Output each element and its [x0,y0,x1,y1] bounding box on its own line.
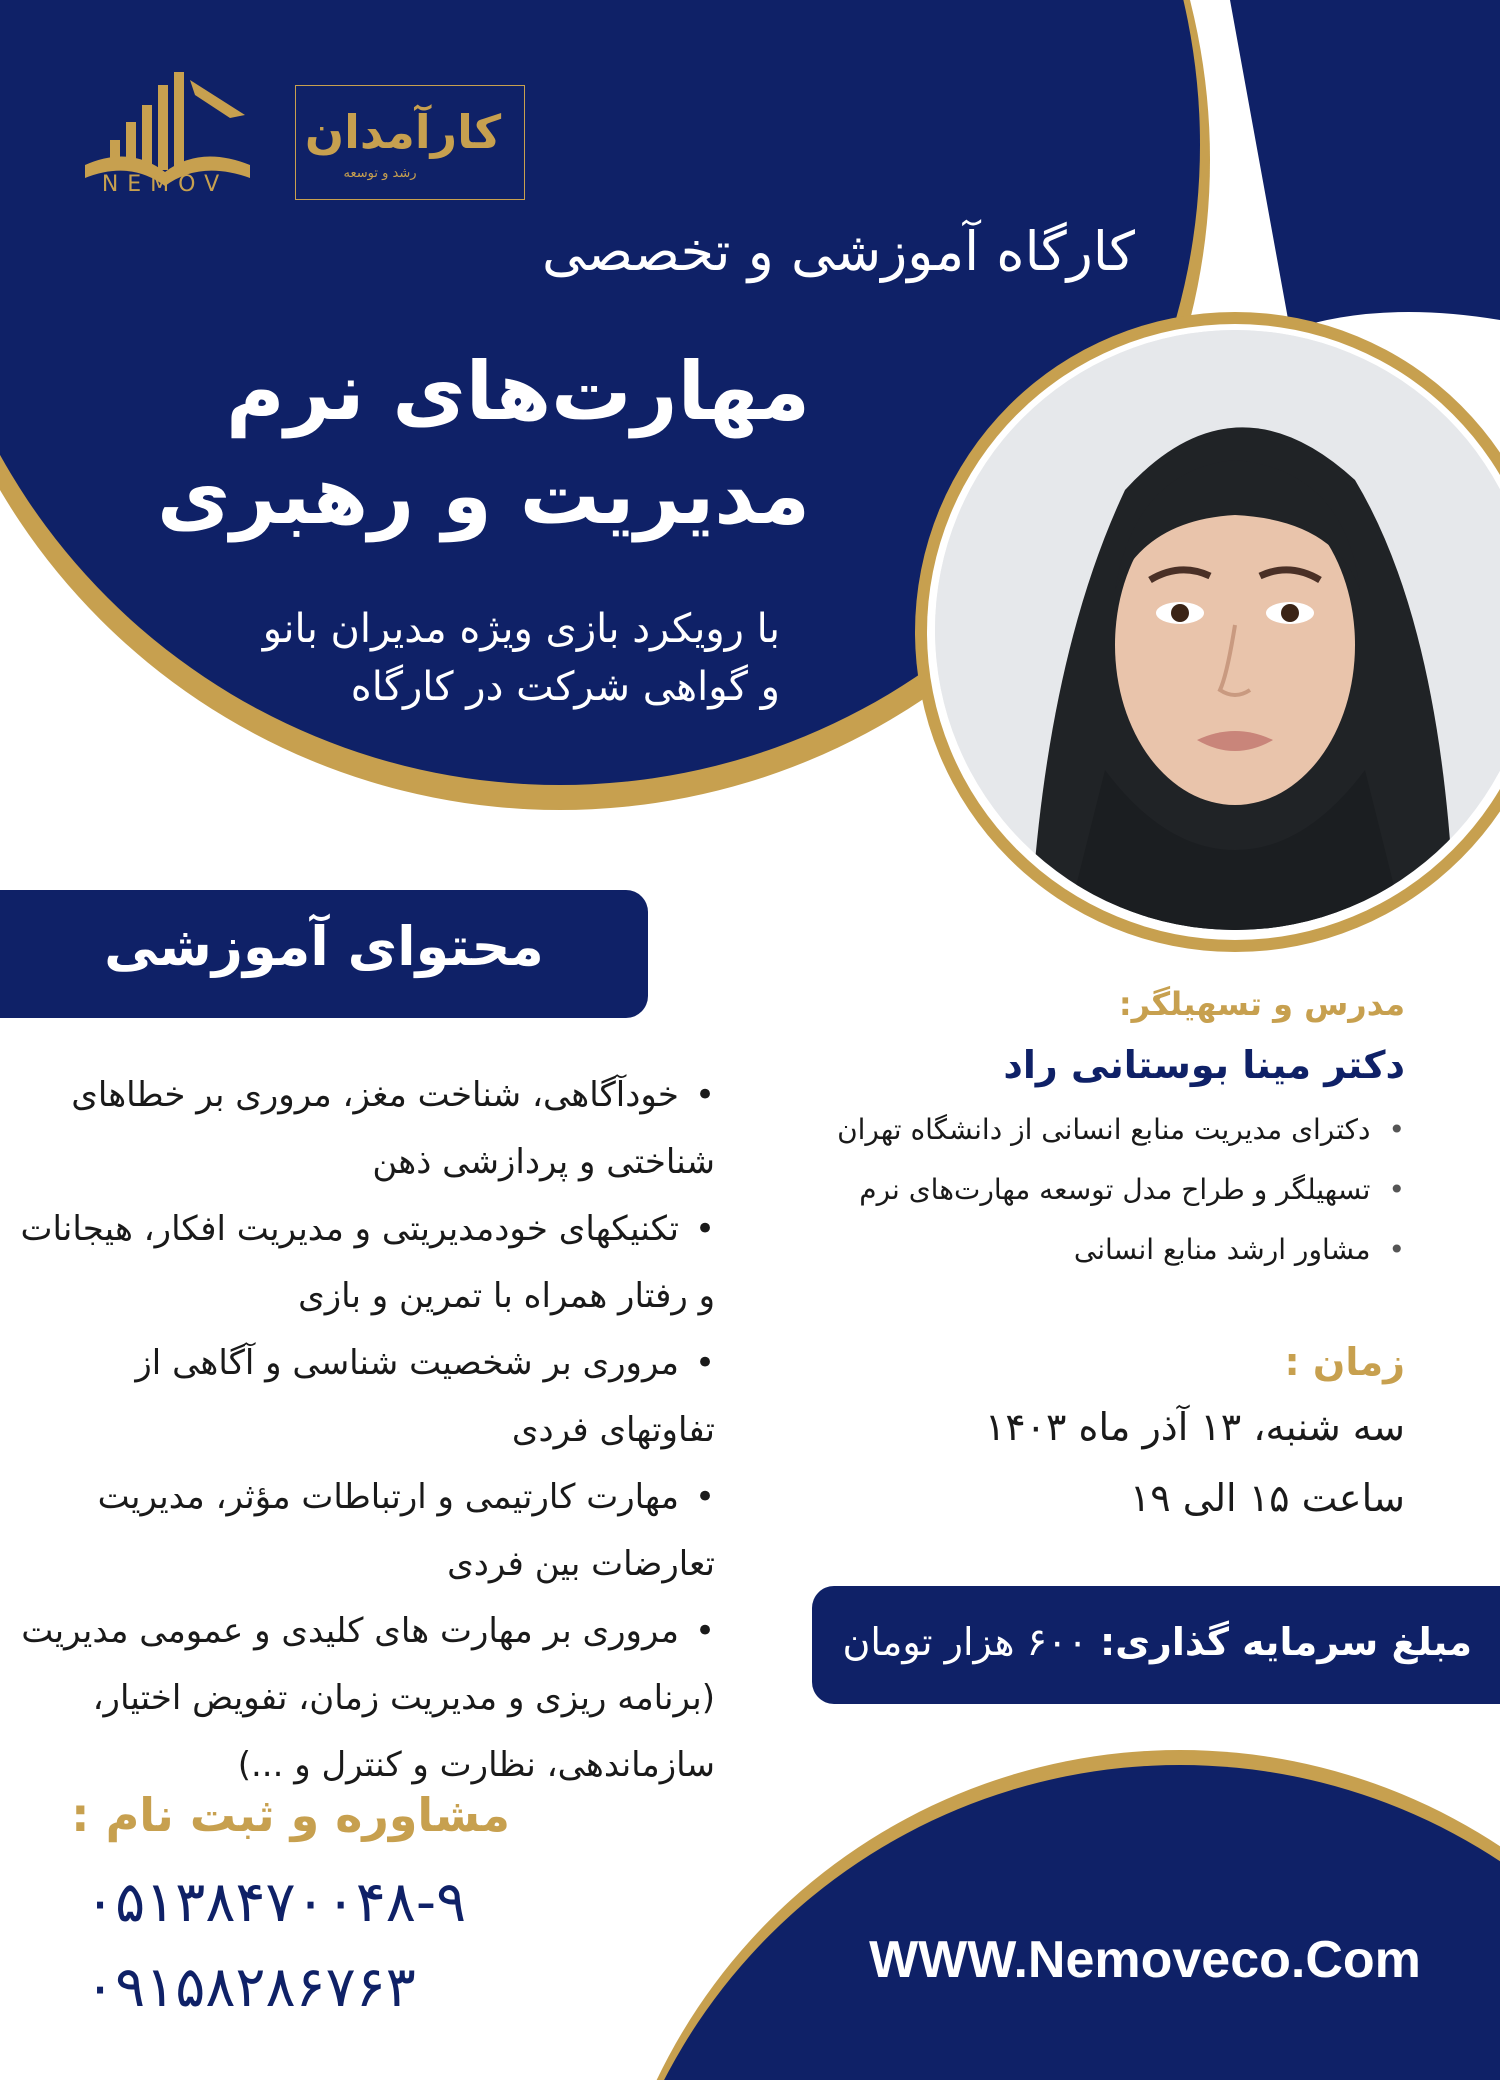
karamadan-logo-subtext: رشد و توسعه [343,166,417,181]
list-item: • مهارت کارتیمی و ارتباطات مؤثر، مدیریت تعارضات بین فردی [15,1464,715,1598]
phone-number-mobile[interactable]: ۰۹۱۵۸۲۸۶۷۶۳ [85,1955,416,2020]
workshop-tagline [80,600,780,716]
title-line-1: مهارت‌های نرم [226,345,810,438]
instructor-role: مدرس و تسهیلگر: [1118,985,1405,1023]
list-item: • دکترای مدیریت منابع انسانی از دانشگاه تهران [685,1108,1405,1168]
list-item: • تکنیکهای خودمدیریتی و مدیریت افکار، هیجانات و رفتار همراه با تمرین و بازی [15,1196,715,1330]
time-label: زمان : [1284,1340,1405,1384]
website-link[interactable]: WWW.Nemoveco.Com [869,1931,1421,1989]
price-text [812,1620,1472,1664]
price-label: مبلغ سرمایه گذاری: [1099,1620,1472,1664]
list-item: • خودآگاهی، شناخت مغز، مروری بر خطاهای شناختی و پردازشی ذهن [15,1062,715,1196]
list-item: • مروری بر شخصیت شناسی و آگاهی از تفاوتهای فردی [15,1330,715,1464]
karamadan-logo-text: کارآمدان [304,105,502,159]
content-badge-title: محتوای آموزشی [104,915,544,978]
tagline-line-1: با رویکرد بازی ویژه مدیران بانو [262,606,780,652]
content-list [15,1062,715,1799]
phone-number-landline[interactable]: ۰۵۱۳۸۴۷۰۰۴۸-۹ [85,1870,467,1935]
workshop-subtitle: کارگاه آموزشی و تخصصی [542,220,1135,283]
list-item: • مروری بر مهارت های کلیدی و عمومی مدیریت (برنامه ریزی و مدیریت زمان، تفویض اختیار، سازماندهی، نظارت و کنترل و ...) [15,1598,715,1799]
title-line-2: مدیریت و رهبری [157,449,810,542]
workshop-title [110,340,810,548]
instructor-name: دکتر مینا بوستانی راد [1003,1043,1405,1087]
instructor-credentials [685,1108,1405,1288]
list-item: • تسهیلگر و طراح مدل توسعه مهارت‌های نرم [685,1168,1405,1228]
price-value: ۶۰۰ هزار تومان [842,1620,1088,1664]
event-hours: ساعت ۱۵ الی ۱۹ [1129,1476,1405,1520]
list-item: • مشاور ارشد منابع انسانی [685,1228,1405,1288]
tagline-line-2: و گواهی شرکت در کارگاه [350,664,780,710]
contact-label: مشاوره و ثبت نام : [71,1788,510,1842]
event-date: سه شنبه، ۱۳ آذر ماه ۱۴۰۳ [984,1405,1405,1449]
nemov-logo-text: NEMOV [101,172,229,197]
